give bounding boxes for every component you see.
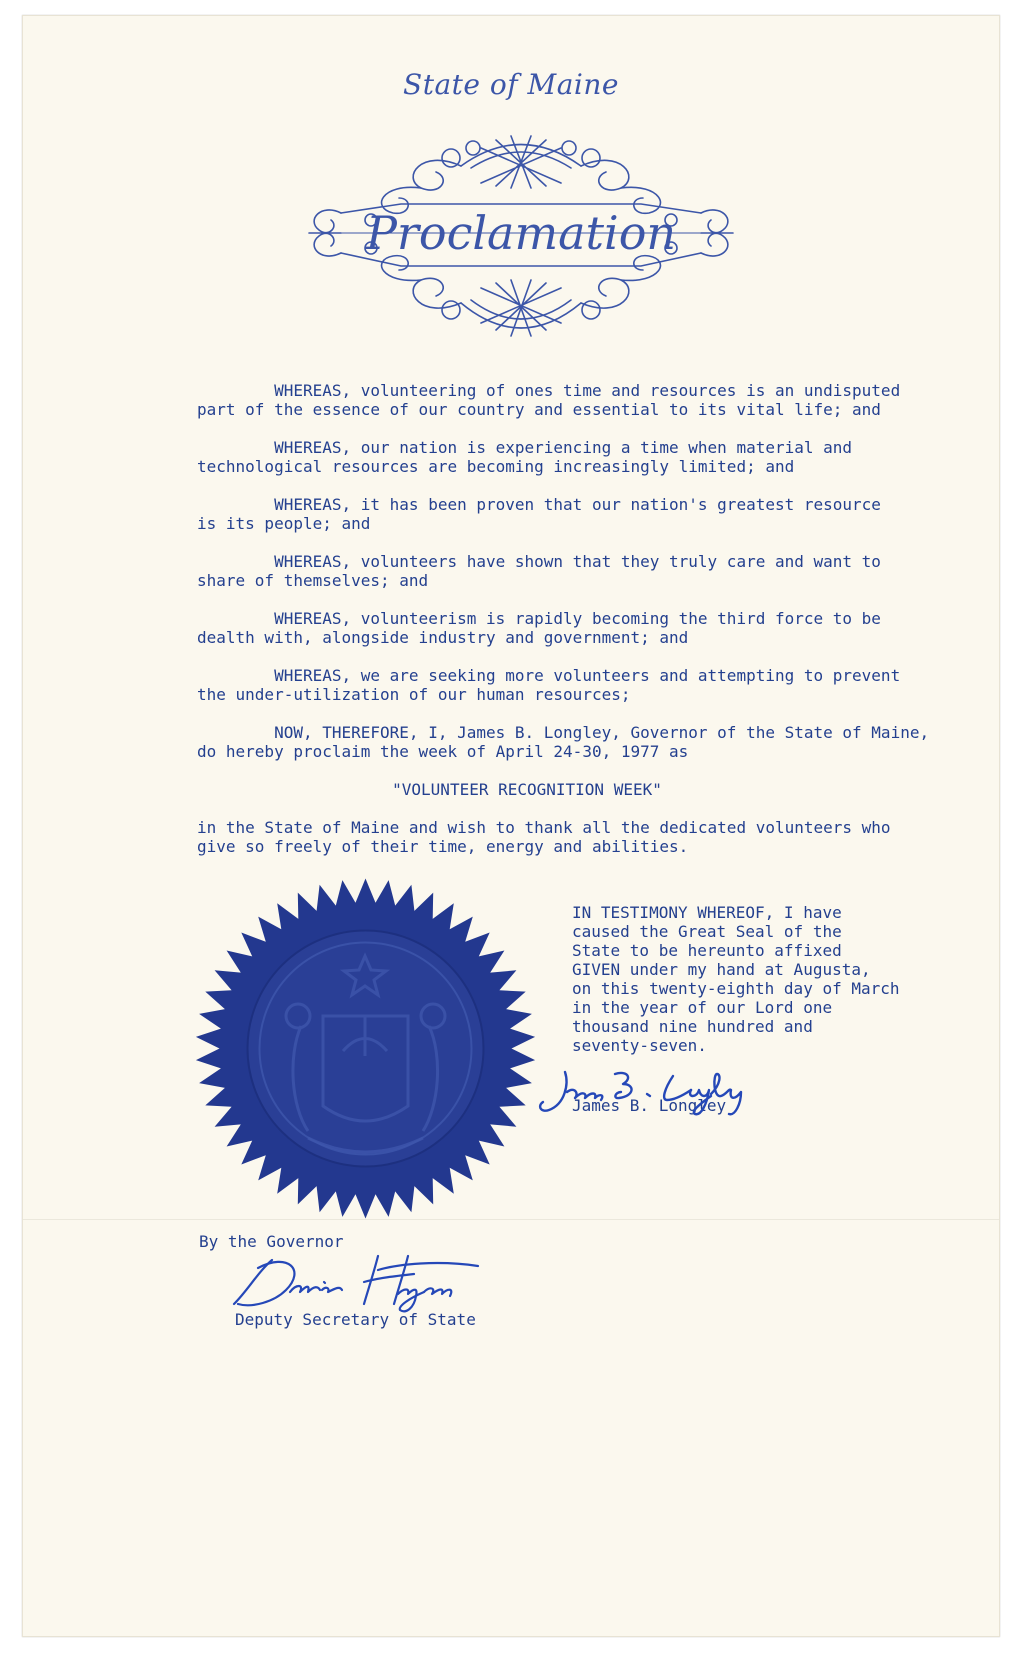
- testimony-line: seventy-seven.: [572, 1036, 707, 1055]
- state-of-maine-heading: State of Maine: [403, 68, 619, 101]
- testimony-line: caused the Great Seal of the: [572, 922, 842, 941]
- great-seal-icon: [193, 876, 538, 1221]
- testimony-line: thousand nine hundred and: [572, 1017, 813, 1036]
- by-the-governor-label: By the Governor: [199, 1232, 344, 1251]
- whereas-paragraph-2: WHEREAS, our nation is experiencing a time when material and technological resources are becoming increasingly limited; and: [197, 438, 853, 476]
- testimony-block: [572, 903, 932, 1055]
- testimony-line: in the year of our Lord one: [572, 998, 833, 1017]
- whereas-paragraph-1: WHEREAS, volunteering of ones time and resources is an undisputed part of the essence of our country and essential to its vital life; and: [197, 381, 901, 419]
- whereas-paragraph-6: WHEREAS, we are seeking more volunteers and attempting to prevent the under-utilization of our human resources;: [197, 666, 901, 704]
- whereas-paragraph-5: WHEREAS, volunteerism is rapidly becoming the third force to be dealth with, alongside industry and government; and: [197, 609, 881, 647]
- whereas-paragraph-4: WHEREAS, volunteers have shown that they truly care and want to share of themselves; and: [197, 552, 881, 590]
- deputy-signature-icon: [228, 1248, 488, 1318]
- proclamation-cartouche: [301, 108, 741, 358]
- proclamation-sheet: [22, 15, 1000, 1637]
- testimony-line: on this twenty-eighth day of March: [572, 979, 900, 998]
- therefore-paragraph: NOW, THEREFORE, I, James B. Longley, Governor of the State of Maine, do hereby proclaim the week of April 24-30, 1977 as: [197, 723, 930, 761]
- testimony-line: GIVEN under my hand at Augusta,: [572, 960, 871, 979]
- deputy-secretary-title: Deputy Secretary of State: [235, 1310, 476, 1329]
- closing-paragraph: in the State of Maine and wish to thank all the dedicated volunteers who give so freely of their time, energy and abilities.: [197, 818, 891, 856]
- governor-signature-icon: [535, 1064, 775, 1124]
- testimony-line: IN TESTIMONY WHEREOF, I have: [572, 903, 842, 922]
- recognition-week-title: "VOLUNTEER RECOGNITION WEEK": [392, 780, 662, 799]
- whereas-paragraph-3: WHEREAS, it has been proven that our nation's greatest resource is its people; and: [197, 495, 881, 533]
- proclamation-title: Proclamation: [365, 206, 677, 260]
- governor-printed-name: James B. Longley: [572, 1096, 727, 1115]
- testimony-line: State to be hereunto affixed: [572, 941, 842, 960]
- proclamation-body: [197, 381, 937, 875]
